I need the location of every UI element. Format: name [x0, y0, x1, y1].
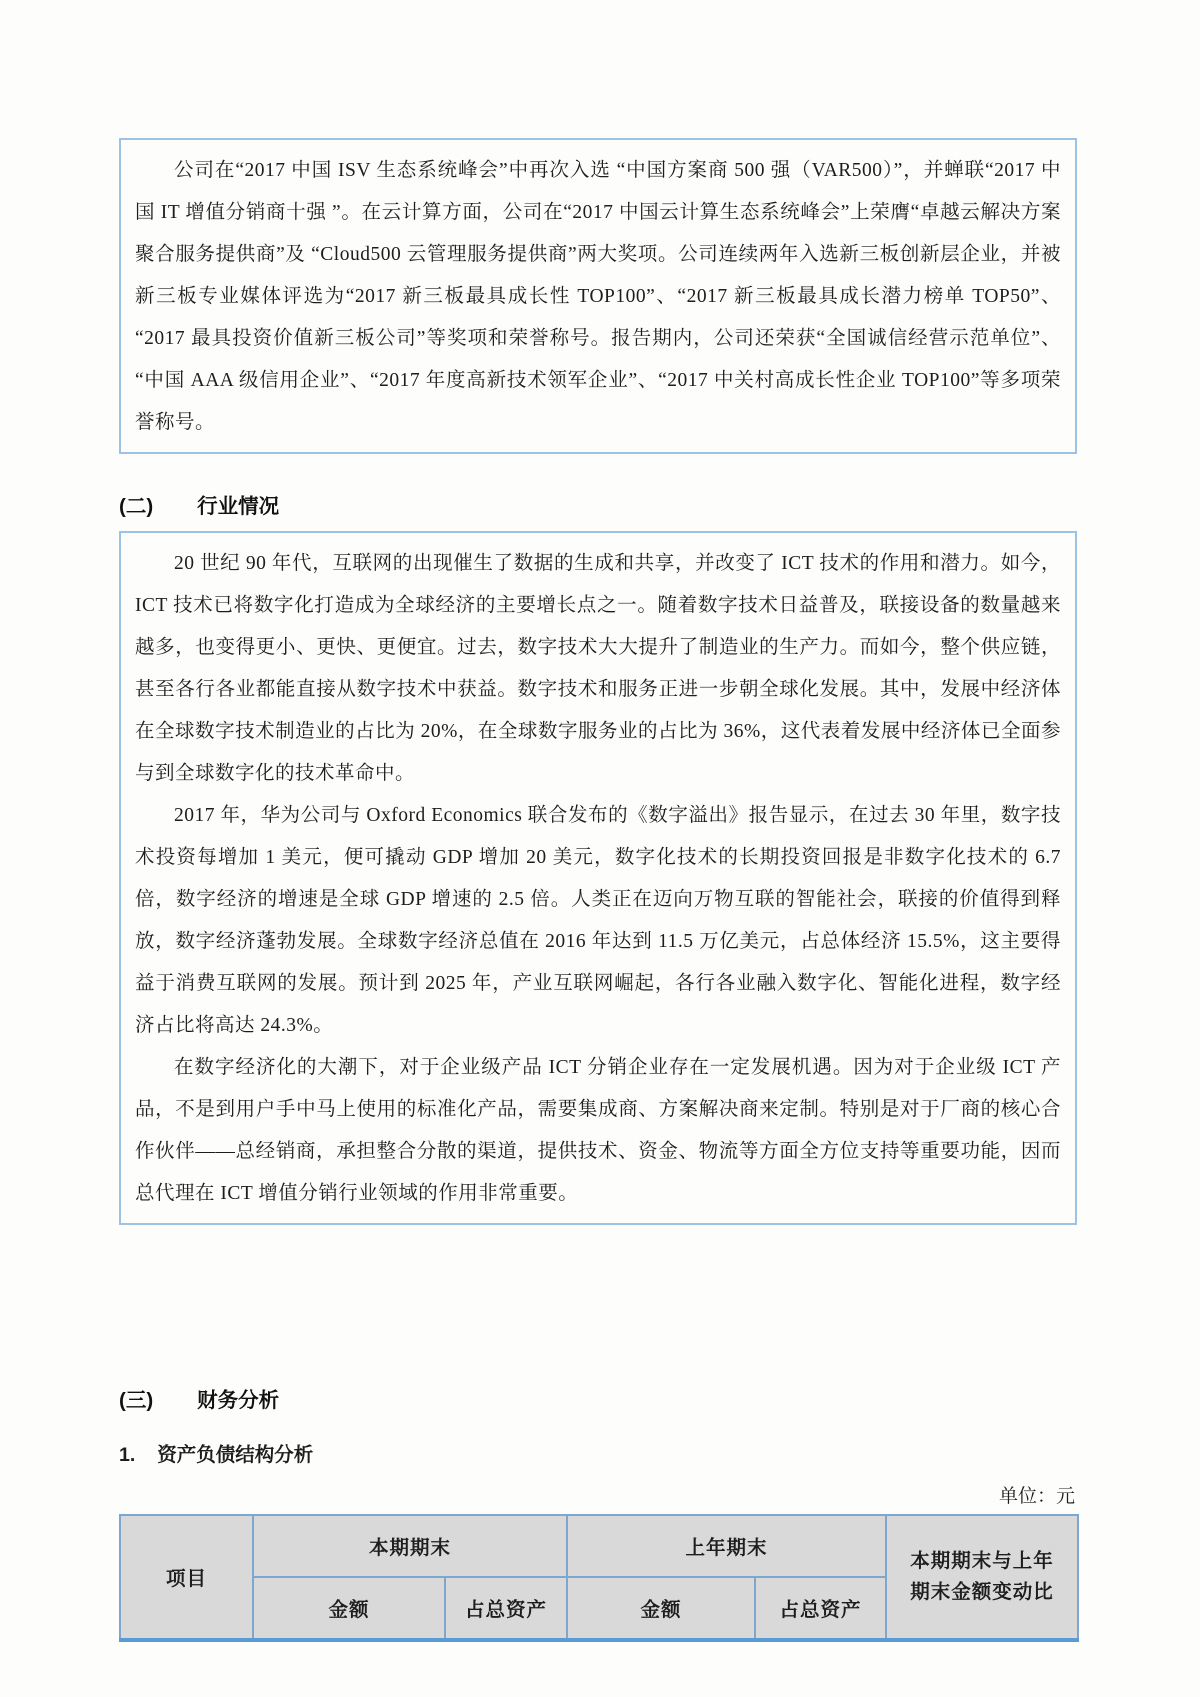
- col-header-prior-period: 上年期末: [567, 1515, 886, 1577]
- awards-box: [119, 138, 1077, 454]
- balance-sheet-table: [119, 1514, 1079, 1642]
- balance-sheet-table-header: [120, 1515, 1078, 1640]
- section-number: (三): [119, 1389, 154, 1412]
- unit-label: 单位：元: [998, 1486, 1075, 1507]
- col-header-change-ratio: [886, 1515, 1078, 1640]
- subsection-number: 1.: [119, 1444, 136, 1466]
- col-header-change-line2: 期末金额变动比: [910, 1582, 1054, 1603]
- section-number: (二): [119, 495, 154, 518]
- col-header-current-period: 本期期末: [253, 1515, 567, 1577]
- col-header-item: 项目: [120, 1515, 253, 1640]
- section-heading-finance: [119, 1383, 1077, 1413]
- industry-paragraph-2: 2017 年，华为公司与 Oxford Economics 联合发布的《数字溢出》报告显示，在过去 30 年里，数字技术投资每增加 1 美元，便可撬动 GDP 增加 20 美元，数字化技术的长期投资回报是非数字化技术的 6.7 倍，数字经济的增速是全球 GDP 增速的 2.5 倍。人类正在迈向万物互联的智能社会，联接的价值得到释放，数字经济蓬勃发展。全球数字经济总值在 2016 年达到 11.5 万亿美元，占总体经济 15.5%，这主要得益于消费互联网的发展。预计到 2025 年，产业互联网崛起，各行各业融入数字化、智能化进程，数字经济占比将高达 24.3%。: [135, 805, 1061, 1036]
- col-header-prior-amount: 金额: [567, 1577, 755, 1640]
- subsection-heading-balance: [119, 1439, 1077, 1467]
- section-title: 财务分析: [197, 1389, 280, 1412]
- finance-section: [119, 1383, 1077, 1642]
- section-title: 行业情况: [197, 495, 280, 518]
- col-header-current-share: 占总资产: [445, 1577, 567, 1640]
- industry-paragraph-1: 20 世纪 90 年代，互联网的出现催生了数据的生成和共享，并改变了 ICT 技术的作用和潜力。如今，ICT 技术已将数字化打造成为全球经济的主要增长点之一。随着数字技术日益普及，联接设备的数量越来越多，也变得更小、更快、更便宜。过去，数字技术大大提升了制造业的生产力。而如今，整个供应链，甚至各行各业都能直接从数字技术中获益。数字技术和服务正进一步朝全球化发展。其中，发展中经济体在全球数字技术制造业的占比为 20%，在全球数字服务业的占比为 36%，这代表着发展中经济体已全面参与到全球数字化的技术革命中。: [135, 553, 1061, 784]
- industry-box: [119, 531, 1077, 1225]
- industry-paragraph-3: 在数字经济化的大潮下，对于企业级产品 ICT 分销企业存在一定发展机遇。因为对于企业级 ICT 产品，不是到用户手中马上使用的标准化产品，需要集成商、方案解决商来定制。特别是对于厂商的核心合作伙伴——总经销商，承担整合分散的渠道，提供技术、资金、物流等方面全方位支持等重要功能，因而总代理在 ICT 增值分销行业领域的作用非常重要。: [135, 1057, 1061, 1204]
- col-header-prior-share: 占总资产: [755, 1577, 886, 1640]
- col-header-current-amount: 金额: [253, 1577, 445, 1640]
- section-heading-industry: [119, 489, 1077, 519]
- col-header-change-line1: 本期期末与上年: [910, 1551, 1054, 1572]
- subsection-title: 资产负债结构分析: [157, 1444, 314, 1466]
- awards-paragraph: 公司在“2017 中国 ISV 生态系统峰会”中再次入选 “中国方案商 500 强（VAR500）”，并蝉联“2017 中国 IT 增值分销商十强 ”。在云计算方面，公司在“2017 中国云计算生态系统峰会”上荣膺“卓越云解决方案聚合服务提供商”及 “Cloud500 云管理服务提供商”两大奖项。公司连续两年入选新三板创新层企业，并被新三板专业媒体评选为“2017 新三板最具成长性 TOP100”、“2017 新三板最具成长潜力榜单 TOP50”、“2017 最具投资价值新三板公司”等奖项和荣誉称号。报告期内，公司还荣获“全国诚信经营示范单位”、“中国 AAA 级信用企业”、“2017 年度高新技术领军企业”、“2017 中关村高成长性企业 TOP100”等多项荣誉称号。: [135, 160, 1061, 433]
